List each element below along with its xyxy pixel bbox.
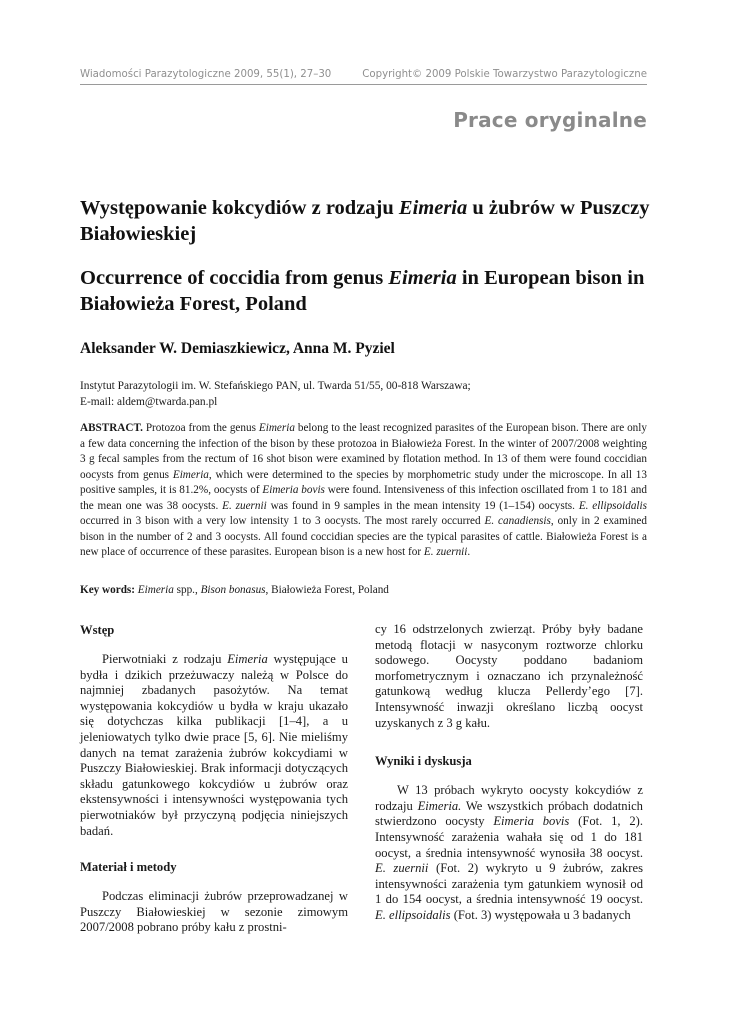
section-label: Prace oryginalne [453, 108, 647, 132]
intro-text: Pierwotniaki z rodzaju [102, 652, 228, 666]
results-text: We wszystkich próbach dodatnich stwierdzono oocysty [375, 798, 643, 829]
keywords [80, 583, 647, 598]
abstract-text: Protozoa from the genus [142, 422, 259, 434]
abstract-text: . [467, 546, 471, 558]
abstract-text: belong to the least recognized parasites of the European bison. There are only a few data concerning the infection of the bison by these protozoa in Białowieża Forest. In the winter of 2007/2008 weighting 3 g fecal samples from the rectum of 16 shot bison were examined by flotation method. In 13 of them were found coccidian oocysts from genus [80, 422, 647, 481]
authors: Aleksander W. Demiaszkiewicz, Anna M. Pyziel [80, 340, 395, 357]
running-head [80, 69, 647, 85]
abstract [80, 421, 647, 561]
methods-paragraph-end: cy 16 odstrzelonych zwierząt. Próby były badane metodą flotacji w nasyconym roztworze chlorku sodowego. Oocysty poddano badaniom morfometrycznym i oznaczano ich przynależność gatunkową według klucza Pellerdy’ego [7]. Intensywność inwazji określano liczbą oocyst uzyskanych z 3 g kału. [375, 622, 643, 730]
intro-text: występujące u bydła i dzikich przeżuwaczy należą w Polsce do najmniej zbadanych pasożytów. Na temat występowania kokcydiów u bydła w kraju ukazało się dotychczas kilka publikacji [1–4], a u jeleniowatych tylko dwie prace [5, 6]. Nie mieliśmy danych na temat zarażenia żubrów kokcydiami w Puszczy Białowieskiej. Brak informacji dotyczących składu gatunkowego kokcydiów u żubrów oraz ekstensywności i intensywności występowania tych pierwotniaków był przyczyną podjęcia niniejszych badań. [80, 652, 348, 838]
keyword-text: , Białowieża Forest, Poland [265, 584, 389, 596]
results-paragraph [375, 783, 643, 923]
abstract-taxon: Eimeria [258, 422, 295, 434]
abstract-taxon: E. ellipsoidalis [578, 499, 647, 512]
title-pl-part2: u żubrów w Puszczy Białowieskiej [80, 197, 650, 245]
abstract-taxon: Eimeria [172, 468, 209, 481]
methods-paragraph-start: Podczas eliminacji żubrów przeprowadzanej w Puszczy Białowieskiej w sezonie zimowym 2007/2008 pobrano próby kału z prostni- [80, 889, 348, 935]
title-en-genus: Eimeria [388, 267, 457, 289]
column-right [375, 622, 643, 924]
keyword-taxon: Bison bonasus [200, 584, 266, 596]
abstract-label: ABSTRACT. [80, 422, 143, 434]
abstract-text: occurred in 3 bison with a very low intensity 1 to 3 oocysts. The most rarely occurred [80, 515, 485, 527]
abstract-taxon: E. zuernii [222, 499, 267, 512]
journal-citation: Wiadomości Parazytologiczne 2009, 55(1), 27–30 [80, 69, 332, 80]
title-polish [80, 195, 650, 247]
copyright-notice: Copyright© 2009 Polskie Towarzystwo Parazytologiczne [362, 69, 647, 80]
heading-results: Wyniki i dyskusja [375, 754, 472, 769]
results-taxon: E. zuernii [375, 861, 429, 876]
abstract-taxon: E. canadiensis [484, 515, 551, 527]
abstract-text: was found in 9 samples in the mean intensity 19 (1–154) oocysts. [266, 499, 579, 512]
introduction-paragraph [80, 652, 348, 839]
title-english [80, 265, 650, 317]
results-taxon: Eimeria. [417, 798, 462, 813]
column-left [80, 622, 348, 936]
affiliation-email: E-mail: aldem@twarda.pan.pl [80, 395, 218, 408]
results-text: (Fot. 3) występowała u 3 badanych [450, 907, 631, 922]
keywords-label: Key words: [80, 584, 135, 596]
results-text: (Fot. 1, 2). Intensywność zarażenia wahała się od 1 do 181 oocyst, a średnia intensywność wynosiła 38 oocyst. [375, 814, 644, 860]
results-taxon: Eimeria bovis [493, 814, 570, 829]
title-pl-genus: Eimeria [398, 197, 468, 219]
results-text: (Fot. 2) wykryto u 9 żubrów, zakres intensywności zarażenia tym gatunkiem wynosił od 1 do 154 oocyst, a średnia intensywność 19 oocyst. [375, 861, 643, 907]
title-en-part2: in European bison in Białowieża Forest, Poland [80, 267, 645, 315]
title-pl-part1: Występowanie kokcydiów z rodzaju [80, 197, 399, 219]
title-en-part1: Occurrence of coccidia from genus [80, 267, 389, 289]
keyword-text: spp., [173, 584, 201, 596]
affiliation [80, 379, 650, 410]
results-taxon: E. ellipsoidalis [375, 907, 451, 922]
intro-taxon: Eimeria [227, 652, 268, 666]
header-rule [80, 84, 647, 85]
results-text: W 13 próbach wykryto oocysty kokcydiów z rodzaju [375, 783, 643, 813]
heading-introduction: Wstęp [80, 623, 115, 637]
abstract-taxon: Eimeria bovis [262, 484, 325, 496]
abstract-taxon: E. zuernii [423, 546, 468, 558]
abstract-text: , only in 2 examined bison in the number of 2 and 3 oocysts. All found coccidian species are the typical parasites of cattle. Białowieża Forest is a new place of occurrence of these parasites. European bison is a new host for [80, 515, 647, 558]
abstract-text: were found. Intensiveness of this infection oscillated from 1 to 181 and the mean one was 38 oocysts. [80, 484, 647, 512]
abstract-text: , which were determined to the species by morphometric study under the microscope. In all 13 positive samples, it is 81.2%, oocysts of [80, 468, 647, 496]
heading-methods: Materiał i metody [80, 860, 177, 875]
affiliation-institute: Instytut Parazytologii im. W. Stefańskiego PAN, ul. Twarda 51/55, 00-818 Warszawa; [80, 380, 471, 392]
keyword-taxon: Eimeria [137, 584, 174, 596]
